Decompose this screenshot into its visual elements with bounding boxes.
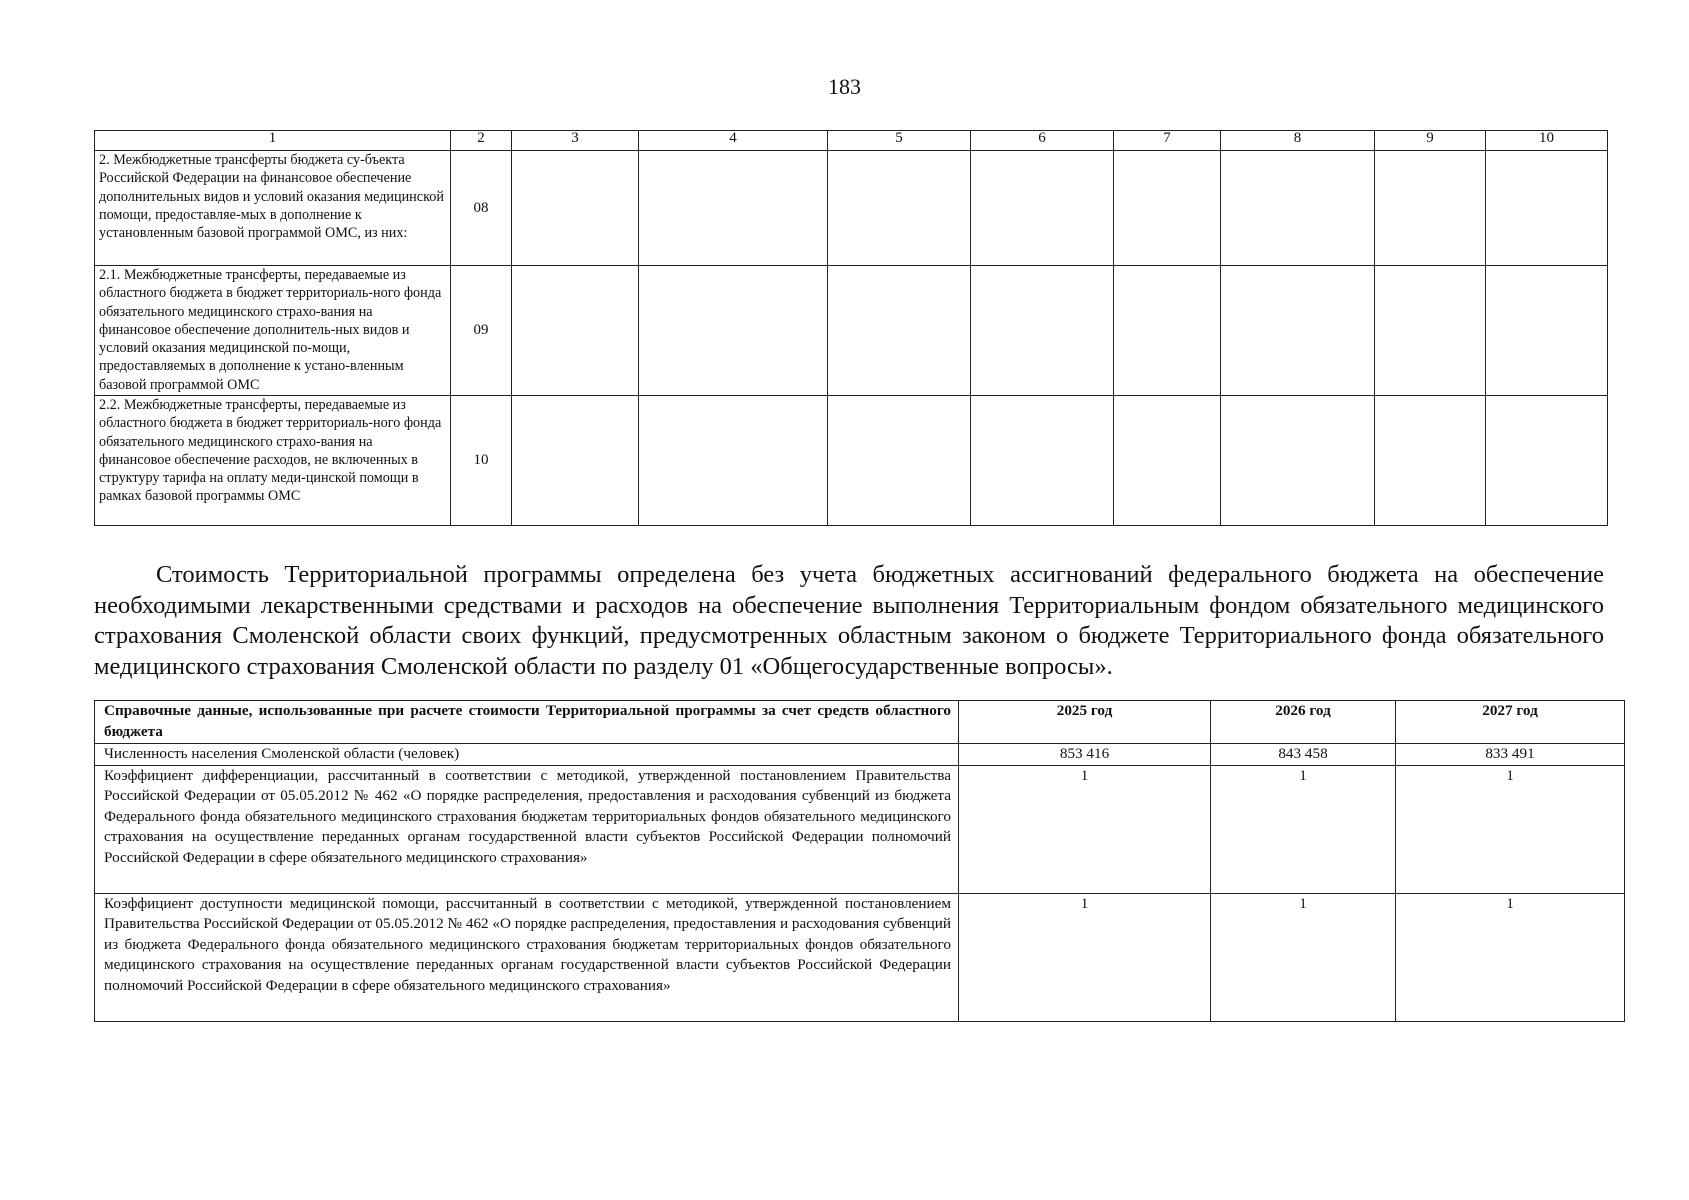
- row-description: 2. Межбюджетные трансферты бюджета су-бъекта Российской Федерации на финансовое обеспечение дополнительных видов и условий оказания медицинской помощи, предоставляе-мых в дополнение к установленным базовой программой ОМС, из них:: [95, 151, 451, 266]
- empty-cell: [1486, 151, 1608, 266]
- empty-cell: [1221, 396, 1375, 526]
- row-code: 08: [451, 151, 512, 266]
- empty-cell: [971, 266, 1114, 396]
- empty-cell: [828, 266, 971, 396]
- empty-cell: [512, 151, 639, 266]
- row-value: 1: [1211, 893, 1396, 1021]
- empty-cell: [1114, 396, 1221, 526]
- empty-cell: [1114, 266, 1221, 396]
- empty-cell: [639, 151, 828, 266]
- year-header: 2027 год: [1396, 701, 1625, 744]
- table-row: [95, 893, 1625, 1021]
- empty-cell: [639, 266, 828, 396]
- empty-cell: [1221, 266, 1375, 396]
- page-number: 183: [828, 74, 861, 99]
- row-description: 2.2. Межбюджетные трансферты, передаваемые из областного бюджета в бюджет территориаль-ного фонда обязательного медицинского страхо-вания на финансовое обеспечение расходов, не включенных в структуру тарифа на оплату меди-цинской помощи в рамках базовой программы ОМС: [95, 396, 451, 526]
- year-header: 2025 год: [959, 701, 1211, 744]
- transfers-table-header: [95, 131, 1608, 151]
- column-number: 6: [971, 131, 1114, 151]
- reference-table-header: [95, 701, 1625, 744]
- row-code: 09: [451, 266, 512, 396]
- column-number: 4: [639, 131, 828, 151]
- column-number: 7: [1114, 131, 1221, 151]
- year-header: 2026 год: [1211, 701, 1396, 744]
- empty-cell: [1486, 266, 1608, 396]
- row-value: 853 416: [959, 744, 1211, 766]
- column-number: 5: [828, 131, 971, 151]
- empty-cell: [828, 396, 971, 526]
- column-number: 10: [1486, 131, 1608, 151]
- table-row: [95, 396, 1608, 526]
- empty-cell: [1221, 151, 1375, 266]
- column-number: 8: [1221, 131, 1375, 151]
- row-value: 1: [959, 765, 1211, 893]
- empty-cell: [512, 266, 639, 396]
- column-number: 9: [1375, 131, 1486, 151]
- row-code: 10: [451, 396, 512, 526]
- empty-cell: [971, 396, 1114, 526]
- row-value: 1: [959, 893, 1211, 1021]
- body-paragraph: Стоимость Территориальной программы определена без учета бюджетных ассигнований федерального бюджета на обеспечение необходимыми лекарственными средствами и расходов на обеспечение выполнения Территориальным фондом обязательного медицинского страхования Смоленской области своих функций, предусмотренных областным законом о бюджете Территориального фонда обязательного медицинского страхования Смоленской области по разделу 01 «Общегосударственные вопросы».: [94, 561, 1604, 680]
- empty-cell: [828, 151, 971, 266]
- row-value: 843 458: [1211, 744, 1396, 766]
- table-row: [95, 266, 1608, 396]
- row-value: 1: [1396, 893, 1625, 1021]
- row-description: 2.1. Межбюджетные трансферты, передаваемые из областного бюджета в бюджет территориаль-ного фонда обязательного медицинского страхо-вания на финансовое обеспечение дополнитель-ных видов и условий оказания медицинской по-мощи, предоставляемых в дополнение к устано-вленным базовой программой ОМС: [95, 266, 451, 396]
- empty-cell: [1486, 396, 1608, 526]
- empty-cell: [639, 396, 828, 526]
- reference-data-table: [94, 700, 1625, 1022]
- reference-header-title: Справочные данные, использованные при расчете стоимости Территориальной программы за счет средств областного бюджета: [95, 701, 959, 744]
- row-label: Коэффициент доступности медицинской помощи, рассчитанный в соответствии с методикой, утвержденной постановлением Правительства Российской Федерации от 05.05.2012 № 462 «О порядке распределения, предоставления и расходования субвенций из бюджета Федерального фонда обязательного медицинского страхования бюджетам территориальных фондов обязательного медицинского страхования на осуществление переданных органам государственной власти субъектов Российской Федерации полномочий Российской Федерации в сфере обязательного медицинского страхования»: [95, 893, 959, 1021]
- row-label: Коэффициент дифференциации, рассчитанный в соответствии с методикой, утвержденной постановлением Правительства Российской Федерации от 05.05.2012 № 462 «О порядке распределения, предоставления и расходования субвенций из бюджета Федерального фонда обязательного медицинского страхования бюджетам территориальных фондов обязательного медицинского страхования на осуществление переданных органам государственной власти субъектов Российской Федерации полномочий Российской Федерации в сфере обязательного медицинского страхования»: [95, 765, 959, 893]
- row-value: 1: [1211, 765, 1396, 893]
- empty-cell: [1375, 266, 1486, 396]
- column-number: 2: [451, 131, 512, 151]
- row-label: Численность населения Смоленской области (человек): [95, 744, 959, 766]
- empty-cell: [1375, 151, 1486, 266]
- row-value: 1: [1396, 765, 1625, 893]
- transfers-table: [94, 130, 1608, 526]
- empty-cell: [1375, 396, 1486, 526]
- column-number: 1: [95, 131, 451, 151]
- row-value: 833 491: [1396, 744, 1625, 766]
- empty-cell: [971, 151, 1114, 266]
- table-row: [95, 151, 1608, 266]
- column-number: 3: [512, 131, 639, 151]
- empty-cell: [1114, 151, 1221, 266]
- table-row: [95, 744, 1625, 766]
- table-row: [95, 765, 1625, 893]
- empty-cell: [512, 396, 639, 526]
